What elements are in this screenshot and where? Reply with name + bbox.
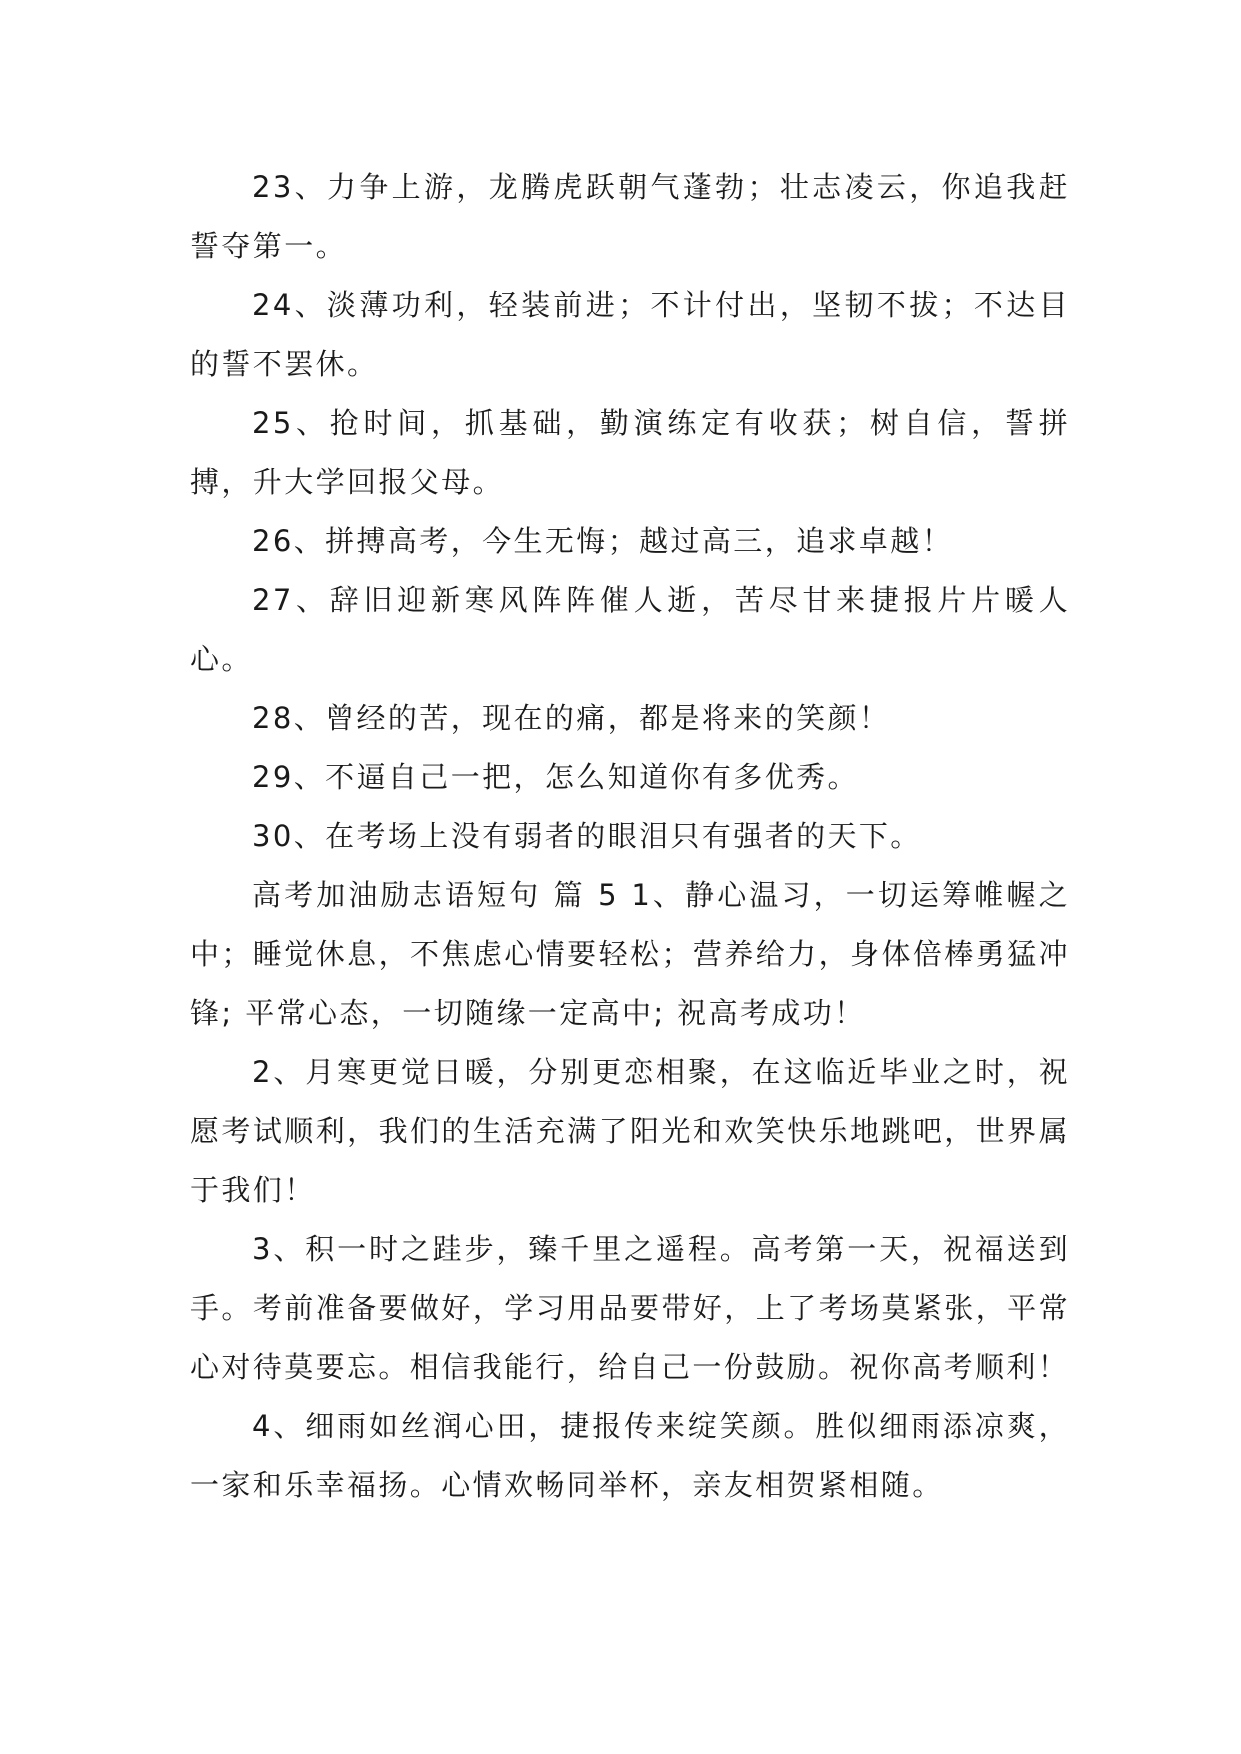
- section-heading-paragraph: 高考加油励志语短句 篇 5 1、静心温习，一切运筹帷幄之中；睡觉休息，不焦虑心情要轻松；营养给力，身体倍棒勇猛冲锋; 平常心态，一切随缘一定高中; 祝高考成功！: [190, 878, 1070, 1030]
- paragraph-26: 26、拼搏高考，今生无悔；越过高三，追求卓越！: [252, 524, 954, 558]
- document-body: [190, 158, 1070, 1515]
- paragraph-27: 27、辞旧迎新寒风阵阵催人逝，苦尽甘来捷报片片暖人心。: [190, 583, 1070, 676]
- paragraph-25: 25、抢时间，抓基础，勤演练定有收获；树自信，誓拼搏，升大学回报父母。: [190, 406, 1070, 499]
- paragraph-4: 4、细雨如丝润心田，捷报传来绽笑颜。胜似细雨添凉爽，一家和乐幸福扬。心情欢畅同举杯，亲友相贺紧相随。: [190, 1409, 1070, 1502]
- paragraph-28: 28、曾经的苦，现在的痛，都是将来的笑颜！: [252, 701, 891, 735]
- paragraph-24: 24、淡薄功利，轻装前进；不计付出，坚韧不拔；不达目的誓不罢休。: [190, 288, 1070, 381]
- paragraph-23: 23、力争上游，龙腾虎跃朝气蓬勃；壮志凌云，你追我赶誓夺第一。: [190, 170, 1070, 263]
- paragraph-29: 29、不逼自己一把，怎么知道你有多优秀。: [252, 760, 859, 794]
- paragraph-30: 30、在考场上没有弱者的眼泪只有强者的天下。: [252, 819, 922, 853]
- paragraph-2: 2、月寒更觉日暖，分别更恋相聚，在这临近毕业之时，祝愿考试顺利，我们的生活充满了阳光和欢笑快乐地跳吧，世界属于我们！: [190, 1055, 1070, 1207]
- paragraph-3: 3、积一时之跬步，臻千里之遥程。高考第一天，祝福送到手。考前准备要做好，学习用品要带好，上了考场莫紧张，平常心对待莫要忘。相信我能行，给自己一份鼓励。祝你高考顺利！: [190, 1232, 1070, 1384]
